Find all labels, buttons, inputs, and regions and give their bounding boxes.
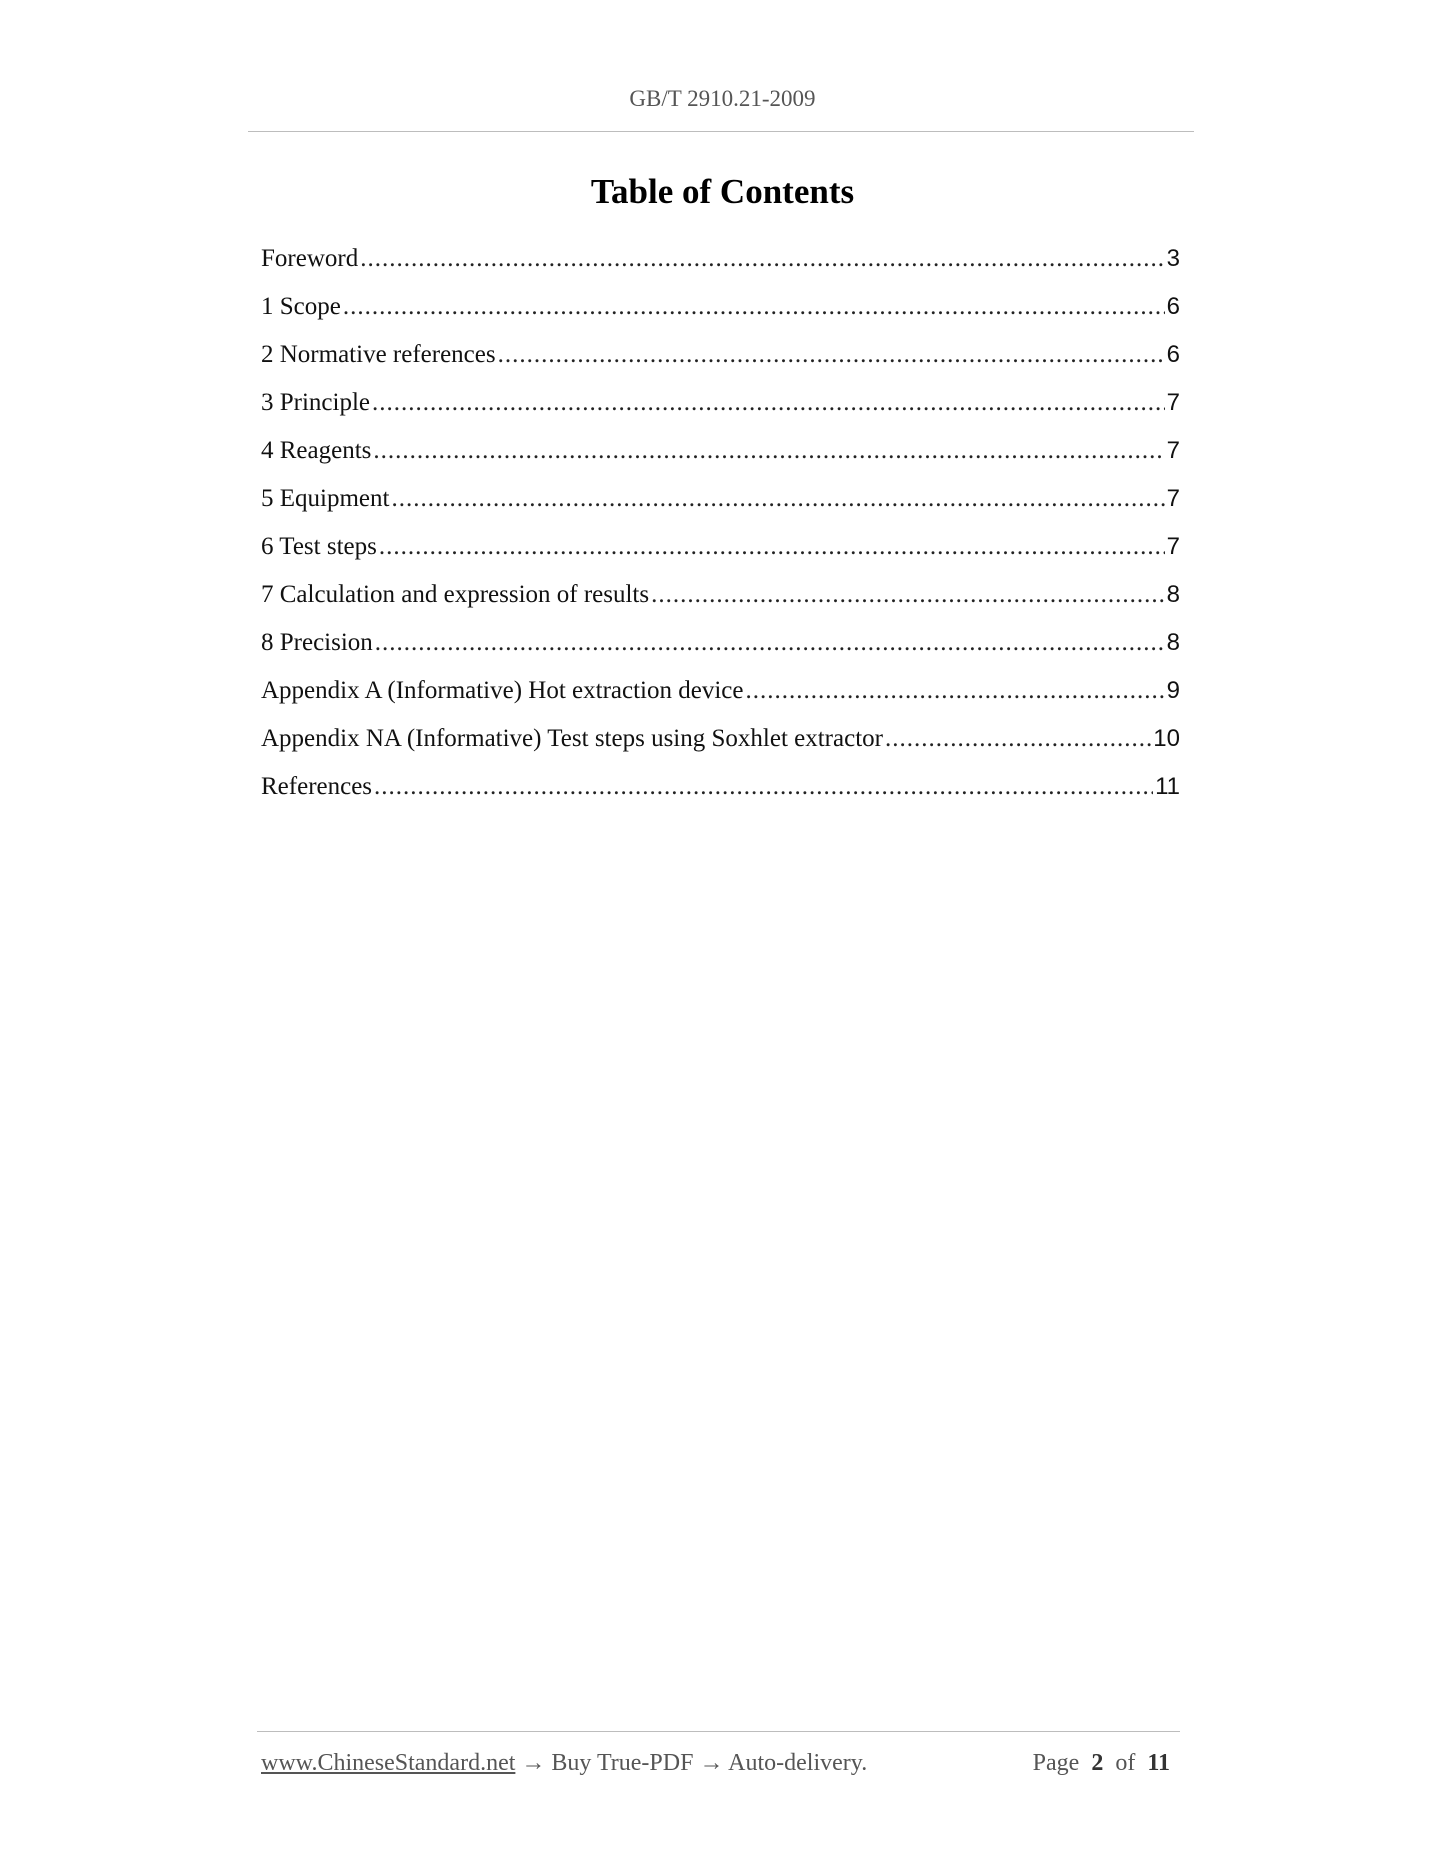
- page-footer: [261, 1750, 1176, 1777]
- toc-entry-reagents[interactable]: [261, 434, 1180, 482]
- toc-entry-calculation[interactable]: [261, 578, 1180, 626]
- toc-entry-label: 3 Principle: [261, 389, 371, 416]
- toc-entry-equipment[interactable]: [261, 482, 1180, 530]
- toc-dot-leader: [374, 770, 1153, 804]
- toc-entry-page: 6: [1166, 341, 1180, 368]
- toc-entry-page: 7: [1166, 389, 1180, 416]
- toc-entry-page: 7: [1166, 437, 1180, 464]
- toc-dot-leader: [498, 338, 1165, 372]
- toc-entry-label: 8 Precision: [261, 629, 373, 656]
- toc-dot-leader: [360, 242, 1164, 276]
- arrow-right-icon: →: [521, 1750, 546, 1776]
- toc-dot-leader: [379, 530, 1165, 564]
- toc-entry-label: 7 Calculation and expression of results: [261, 581, 650, 608]
- header-divider: [248, 131, 1194, 132]
- toc-entry-scope[interactable]: [261, 290, 1180, 338]
- website-link[interactable]: www.ChineseStandard.net: [261, 1750, 516, 1776]
- toc-entry-page: 6: [1166, 293, 1180, 320]
- toc-entry-page: 3: [1166, 245, 1180, 272]
- toc-entry-page: 10: [1153, 725, 1180, 752]
- toc-dot-leader: [745, 674, 1164, 708]
- document-id-header: GB/T 2910.21-2009: [629, 86, 816, 111]
- toc-dot-leader: [651, 578, 1165, 612]
- toc-entry-page: 8: [1166, 581, 1180, 608]
- table-of-contents: [261, 242, 1180, 818]
- toc-entry-normative-references[interactable]: [261, 338, 1180, 386]
- toc-entry-references[interactable]: [261, 770, 1180, 818]
- toc-entry-principle[interactable]: [261, 386, 1180, 434]
- footer-step-buy: Buy True-PDF: [551, 1750, 694, 1776]
- toc-title: Table of Contents: [590, 172, 855, 211]
- toc-entry-label: References: [261, 773, 373, 800]
- toc-entry-test-steps[interactable]: [261, 530, 1180, 578]
- page-word: Page: [1032, 1750, 1080, 1776]
- toc-entry-label: 1 Scope: [261, 293, 341, 320]
- toc-dot-leader: [885, 722, 1151, 756]
- toc-entry-precision[interactable]: [261, 626, 1180, 674]
- toc-entry-page: 7: [1166, 485, 1180, 512]
- toc-dot-leader: [375, 626, 1165, 660]
- toc-entry-page: 11: [1155, 773, 1180, 800]
- toc-entry-label: 2 Normative references: [261, 341, 496, 368]
- toc-entry-page: 9: [1166, 677, 1180, 704]
- total-page-count: 11: [1147, 1750, 1170, 1776]
- toc-entry-appendix-a[interactable]: [261, 674, 1180, 722]
- footer-step-delivery: Auto-delivery.: [728, 1750, 868, 1776]
- toc-entry-label: 4 Reagents: [261, 437, 372, 464]
- toc-entry-label: 5 Equipment: [261, 485, 390, 512]
- toc-entry-foreword[interactable]: [261, 242, 1180, 290]
- page-indicator: [1033, 1750, 1176, 1777]
- toc-entry-label: Foreword: [261, 245, 359, 272]
- toc-entry-page: 8: [1166, 629, 1180, 656]
- toc-dot-leader: [372, 386, 1165, 420]
- footer-divider: [257, 1731, 1180, 1732]
- toc-entry-label: 6 Test steps: [261, 533, 377, 560]
- toc-dot-leader: [343, 290, 1165, 324]
- toc-dot-leader: [373, 434, 1164, 468]
- toc-entry-label: Appendix A (Informative) Hot extraction device: [261, 677, 744, 704]
- footer-promo: [261, 1750, 867, 1777]
- of-word: of: [1115, 1750, 1136, 1776]
- toc-dot-leader: [391, 482, 1164, 516]
- toc-entry-appendix-na[interactable]: [261, 722, 1180, 770]
- toc-entry-label: Appendix NA (Informative) Test steps using Soxhlet extractor: [261, 725, 883, 752]
- current-page-number: 2: [1091, 1750, 1104, 1776]
- arrow-right-icon: →: [699, 1750, 724, 1776]
- toc-entry-page: 7: [1166, 533, 1180, 560]
